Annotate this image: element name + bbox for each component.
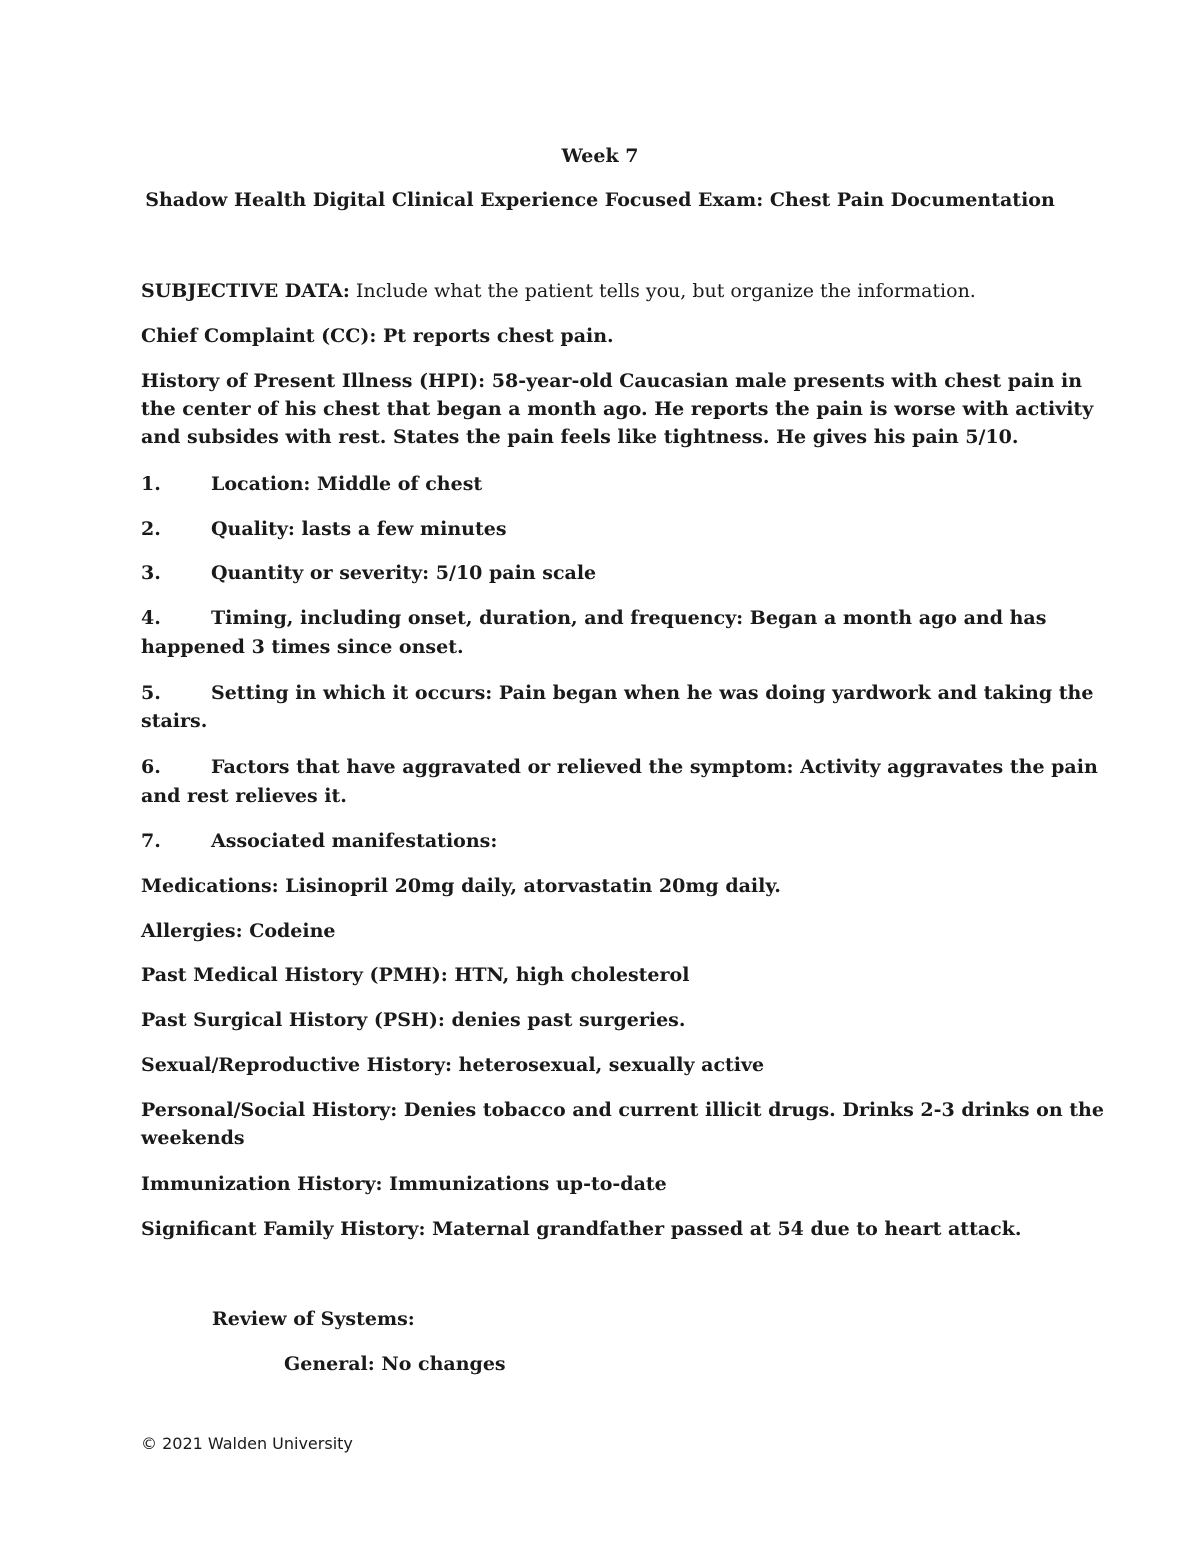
list-item-number: 3.	[141, 562, 161, 584]
list-item-number: 5.	[141, 682, 161, 704]
subjective-heading: SUBJECTIVE DATA:	[141, 280, 350, 302]
list-item-continuation: stairs.	[141, 710, 208, 732]
list-item	[141, 827, 1061, 855]
hpi-line-2: the center of his chest that began a month ago. He reports the pain is worse with activity	[141, 398, 1094, 420]
list-item-continuation: and rest relieves it.	[141, 785, 347, 807]
list-item-continuation: happened 3 times since onset.	[141, 636, 464, 658]
document-title: Shadow Health Digital Clinical Experience Focused Exam: Chest Pain Documentation	[145, 189, 1055, 211]
list-item-text: Timing, including onset, duration, and frequency: Began a month ago and has	[211, 607, 1047, 629]
chief-complaint: Chief Complaint (CC): Pt reports chest pain.	[141, 325, 614, 347]
past-surgical-history: Past Surgical History (PSH): denies past surgeries.	[141, 1009, 686, 1031]
list-item-text: Setting in which it occurs: Pain began when he was doing yardwork and taking the	[211, 682, 1094, 704]
past-medical-history: Past Medical History (PMH): HTN, high cholesterol	[141, 964, 690, 986]
list-item-text: Quantity or severity: 5/10 pain scale	[211, 562, 597, 584]
list-item	[141, 604, 1061, 632]
sexual-history: Sexual/Reproductive History: heterosexual, sexually active	[141, 1054, 765, 1076]
ros-heading: Review of Systems:	[212, 1308, 415, 1330]
week-heading: Week 7	[561, 145, 639, 167]
list-item	[141, 679, 1094, 707]
list-item-text: Quality: lasts a few minutes	[211, 518, 507, 540]
copyright-footer: © 2021 Walden University	[141, 1434, 353, 1453]
hpi-line-1: History of Present Illness (HPI): 58-year-old Caucasian male presents with chest pain in	[141, 370, 1083, 392]
list-item	[141, 470, 1061, 498]
list-item	[141, 515, 1061, 543]
list-item-number: 4.	[141, 607, 161, 629]
list-item	[141, 559, 1061, 587]
list-item-number: 1.	[141, 473, 161, 495]
social-history-line-2: weekends	[141, 1127, 245, 1149]
list-item-text: Factors that have aggravated or relieved the symptom: Activity aggravates the pain	[211, 756, 1098, 778]
hpi-line-3: and subsides with rest. States the pain feels like tightness. He gives his pain 5/10.	[141, 426, 1019, 448]
social-history-line-1: Personal/Social History: Denies tobacco and current illicit drugs. Drinks 2-3 drinks on the	[141, 1099, 1104, 1121]
list-item-number: 2.	[141, 518, 161, 540]
list-item-number: 7.	[141, 830, 161, 852]
immunization-history: Immunization History: Immunizations up-to-date	[141, 1173, 667, 1195]
medications: Medications: Lisinopril 20mg daily, atorvastatin 20mg daily.	[141, 875, 781, 897]
subjective-line	[141, 277, 1061, 305]
list-item-text: Location: Middle of chest	[211, 473, 483, 495]
ros-general: General: No changes	[284, 1353, 506, 1375]
list-item	[141, 753, 1098, 781]
list-item-number: 6.	[141, 756, 161, 778]
subjective-instruction: Include what the patient tells you, but organize the information.	[355, 280, 976, 302]
family-history: Significant Family History: Maternal grandfather passed at 54 due to heart attack.	[141, 1218, 1022, 1240]
list-item-text: Associated manifestations:	[211, 830, 498, 852]
allergies: Allergies: Codeine	[141, 920, 336, 942]
